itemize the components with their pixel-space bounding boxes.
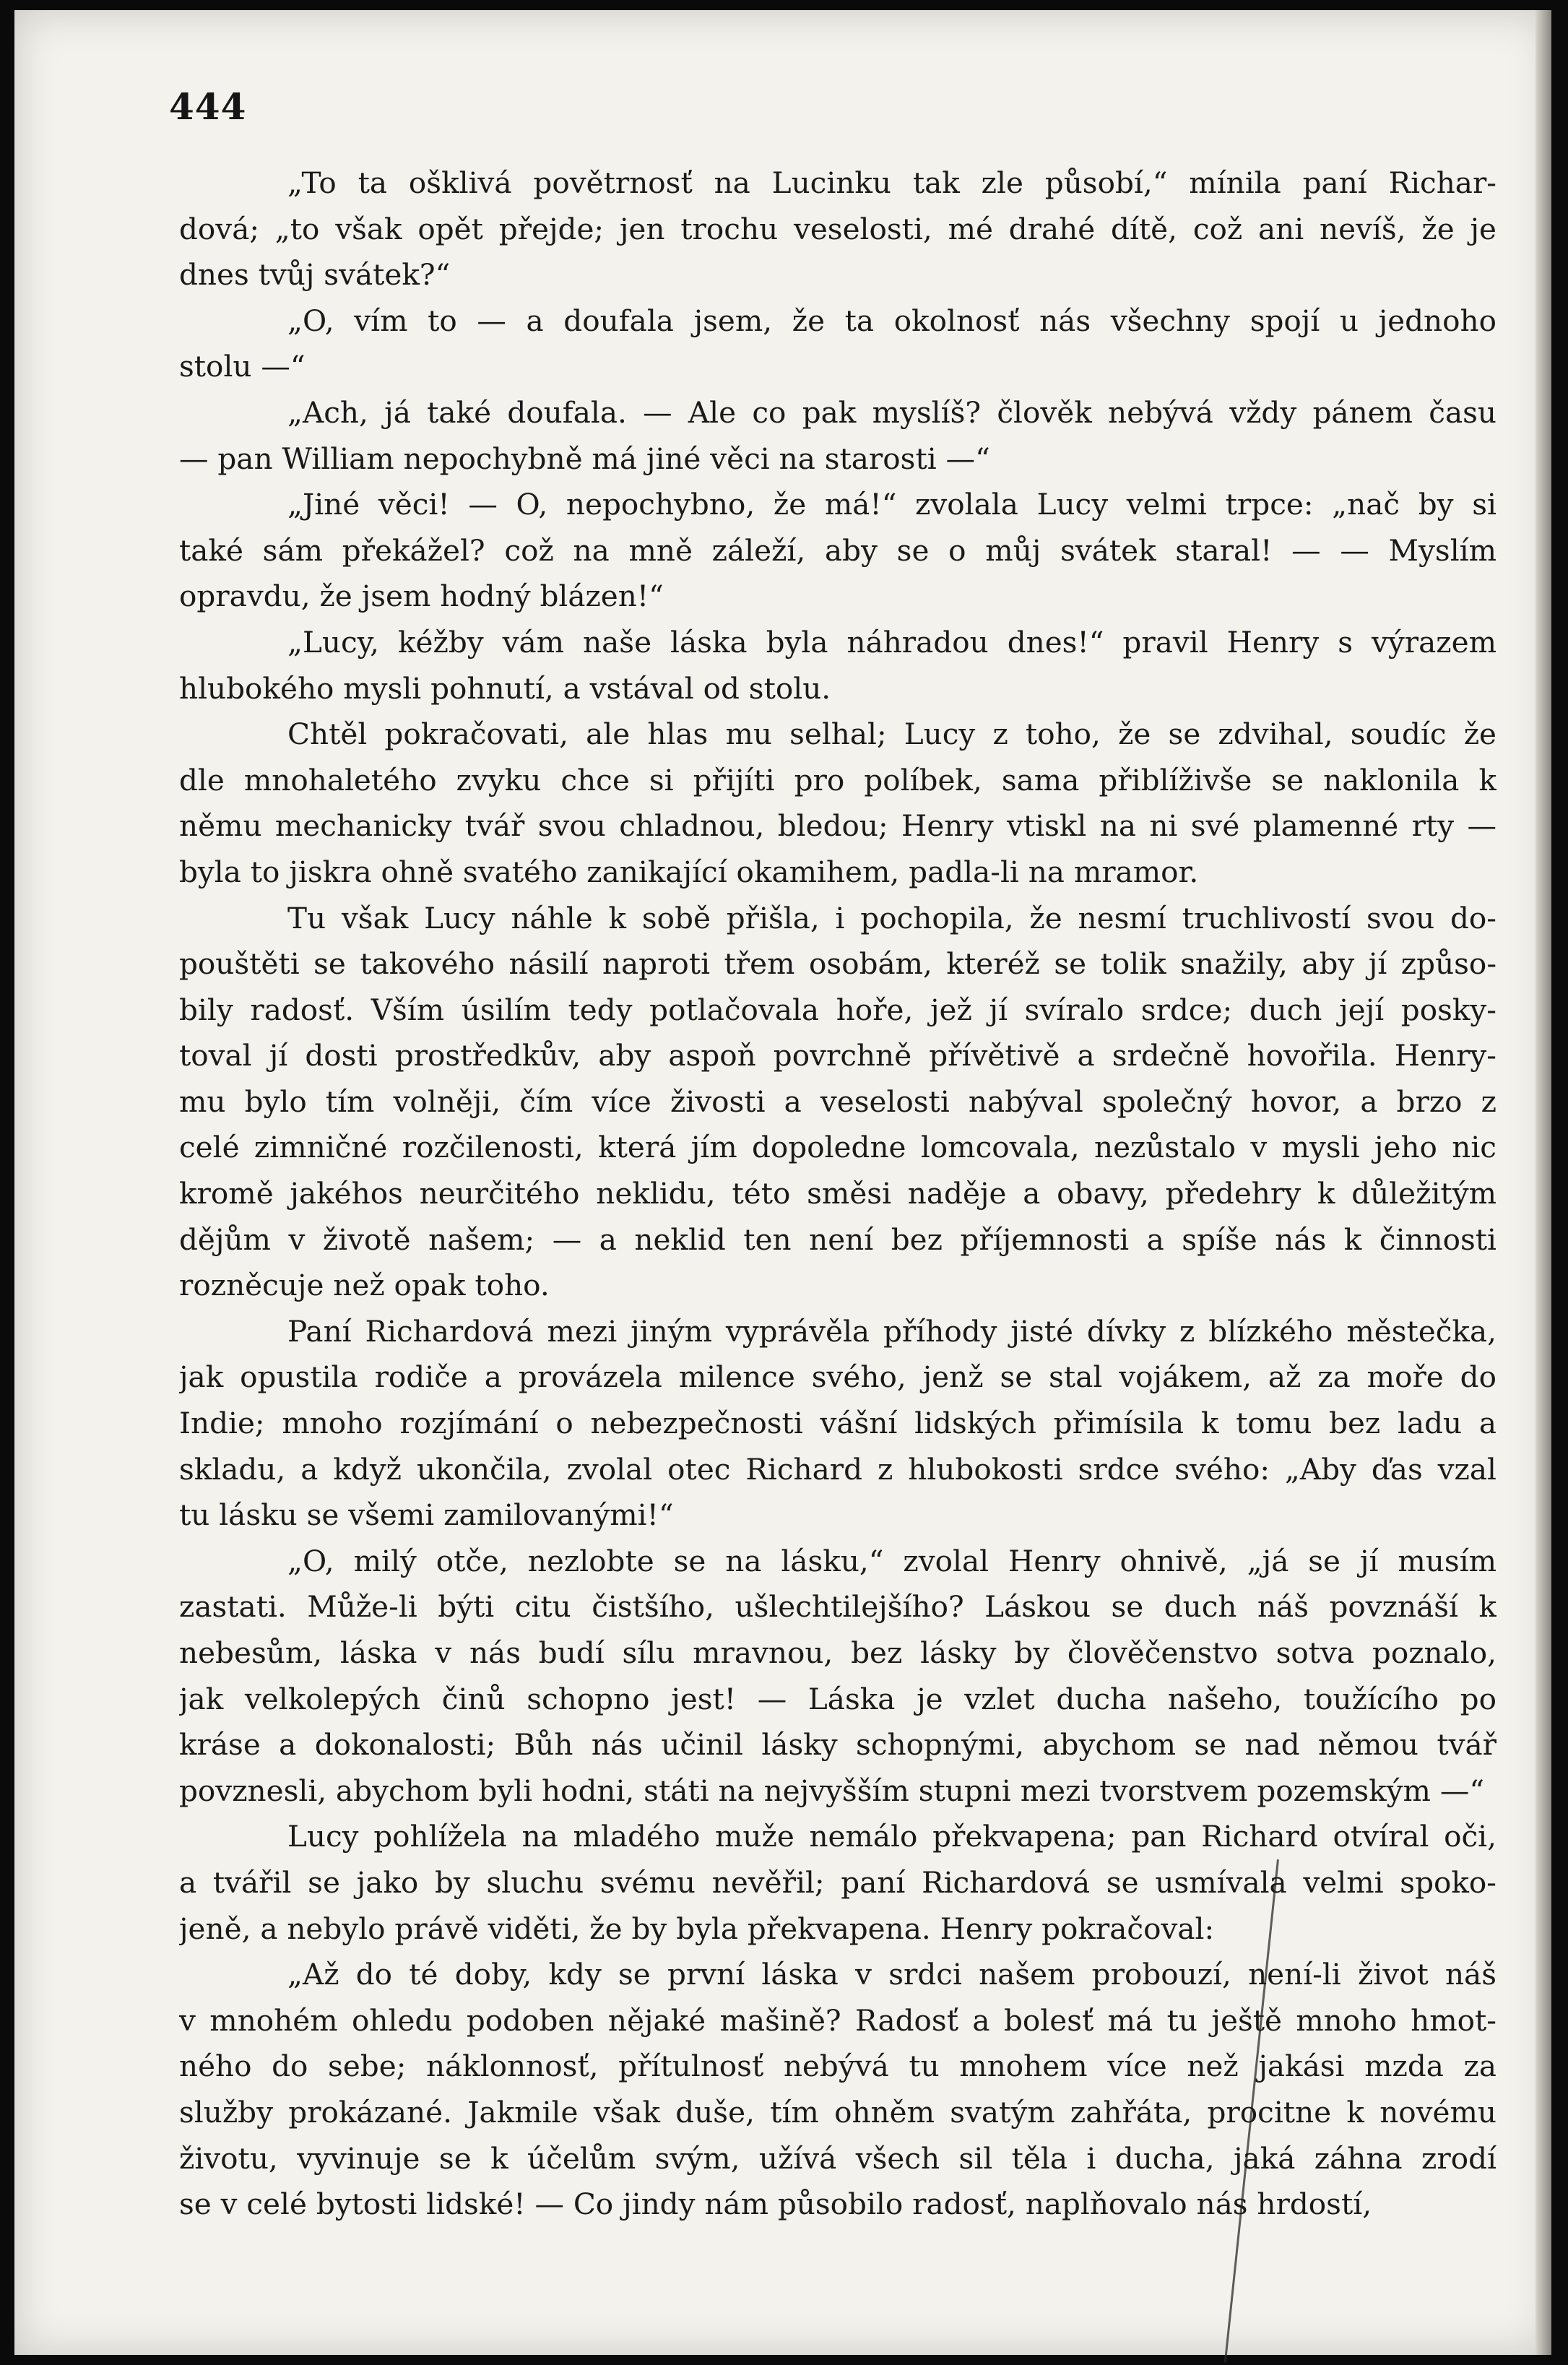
text-line: také sám překážel? což na mně záleží, aby se o můj svátek staral! — — Myslím [179,532,1496,568]
text-line: „To ta ošklivá povětrnosť na Lucinku tak zle působí,“ mínila paní Richar- [287,165,1496,200]
text-line: ného do sebe; náklonnosť, přítulnosť nebývá tu mnohem více než jakási mzda za [179,2049,1496,2084]
text-line: celé zimničné rozčilenosti, která jím dopoledne lomcovala, nezůstalo v mysli jeho nic [179,1130,1496,1165]
text-line: zastati. Může-li býti citu čistšího, ušlechtilejšího? Láskou se duch náš povznáší k [179,1589,1496,1625]
book-page [14,10,1551,2355]
text-line: dle mnohaletého zvyku chce si přijíti pro políbek, sama přiblíživše se naklonila k [179,762,1496,797]
text-line: „O, vím to — a doufala jsem, že ta okolnosť nás všechny spojí u jednoho [287,303,1496,338]
text-line: jak velkolepých činů schopno jest! — Láska je vzlet ducha našeho, toužícího po [179,1681,1496,1716]
text-line: dějům v životě našem; — a neklid ten není bez příjemnosti a spíše nás k činnosti [179,1222,1496,1257]
text-line: Chtěl pokračovati, ale hlas mu selhal; Lucy z toho, že se zdvihal, soudíc že [287,717,1496,752]
text-line: a tvářil se jako by sluchu svému nevěřil; paní Richardová se usmívala velmi spoko- [179,1864,1496,1900]
text-line: rozněcuje než opak toho. [179,1268,550,1303]
text-line: služby prokázané. Jakmile však duše, tím ohněm svatým zahřáta, procitne k novému [179,2094,1496,2130]
text-line: Indie; mnoho rozjímání o nebezpečnosti vášní lidských přimísila k tomu bez ladu a [179,1406,1496,1441]
text-line: dnes tvůj svátek?“ [179,257,451,293]
text-line: toval jí dosti prostředkův, aby aspoň povrchně přívětivě a srdečně hovořila. Henry- [179,1038,1496,1073]
text-line: pouštěti se takového násilí naproti třem osobám, kteréž se tolik snažily, aby jí způso- [179,946,1496,982]
text-line: jak opustila rodiče a provázela milence svého, jenž se stal vojákem, až za moře do [179,1359,1496,1395]
text-line: bily radosť. Vším úsilím tedy potlačovala hoře, jež jí svíralo srdce; duch její posky- [179,992,1496,1027]
text-line: „Ach, já také doufala. — Ale co pak myslíš? člověk nebývá vždy pánem času [287,394,1496,430]
text-line: stolu —“ [179,349,306,384]
text-line: kráse a dokonalosti; Bůh nás učinil lásky schopnými, abychom se nad němou tvář [179,1727,1496,1763]
text-line: „Až do té doby, kdy se první láska v srdci našem probouzí, není-li život náš [287,1957,1496,1992]
text-line: Paní Richardová mezi jiným vyprávěla příhody jisté dívky z blízkého městečka, [287,1313,1496,1349]
text-line: hlubokého mysli pohnutí, a vstával od stolu. [179,670,831,706]
text-line: kromě jakéhos neurčitého neklidu, této směsi naděje a obavy, předehry k důležitým [179,1176,1496,1211]
body-text [179,160,1496,2228]
text-line: byla to jiskra ohně svatého zanikající okamihem, padla-li na mramor. [179,854,1199,889]
text-line: němu mechanicky tvář svou chladnou, bledou; Henry vtiskl na ni své plamenné rty — [179,808,1496,844]
text-line: nebesům, láska v nás budí sílu mravnou, bez lásky by člověčenstvo sotva poznalo, [179,1635,1496,1670]
text-line: dová; „to však opět přejde; jen trochu veselosti, mé drahé dítě, což ani nevíš, že je [179,211,1496,246]
text-line: „O, milý otče, nezlobte se na lásku,“ zvolal Henry ohnivě, „já se jí musím [287,1543,1496,1578]
text-line: jeně, a nebylo právě viděti, že by byla překvapena. Henry pokračoval: [179,1911,1215,1946]
text-line: opravdu, že jsem hodný blázen!“ [179,579,664,614]
text-line: Tu však Lucy náhle k sobě přišla, i pochopila, že nesmí truchlivostí svou do- [287,900,1496,935]
page-edge [1535,10,1551,2355]
text-line: v mnohém ohledu podoben nějaké mašině? Radosť a bolesť má tu ještě mnoho hmot- [179,2002,1496,2038]
text-line: „Lucy, kéžby vám naše láska byla náhradou dnes!“ pravil Henry s výrazem [287,624,1496,660]
text-line: se v celé bytosti lidské! — Co jindy nám působilo radosť, naplňovalo nás hrdostí, [179,2187,1372,2222]
text-line: „Jiné věci! — O, nepochybno, že má!“ zvolala Lucy velmi trpce: „nač by si [287,487,1496,522]
text-line: povznesli, abychom byli hodni, státi na nejvyšším stupni mezi tvorstvem pozemským —“ [179,1773,1485,1808]
page-number: 444 [169,85,247,128]
text-line: mu bylo tím volněji, čím více živosti a veselosti nabýval společný hovor, a brzo z [179,1084,1496,1119]
text-line: životu, vyvinuje se k účelům svým, užívá všech sil těla i ducha, jaká záhna zrodí [179,2140,1496,2176]
text-line: skladu, a když ukončila, zvolal otec Richard z hlubokosti srdce svého: „Aby ďas vzal [179,1451,1496,1487]
text-line: tu lásku se všemi zamilovanými!“ [179,1497,674,1533]
text-line: Lucy pohlížela na mladého muže nemálo překvapena; pan Richard otvíral oči, [287,1819,1496,1854]
text-line: — pan William nepochybně má jiné věci na starosti —“ [179,441,990,476]
